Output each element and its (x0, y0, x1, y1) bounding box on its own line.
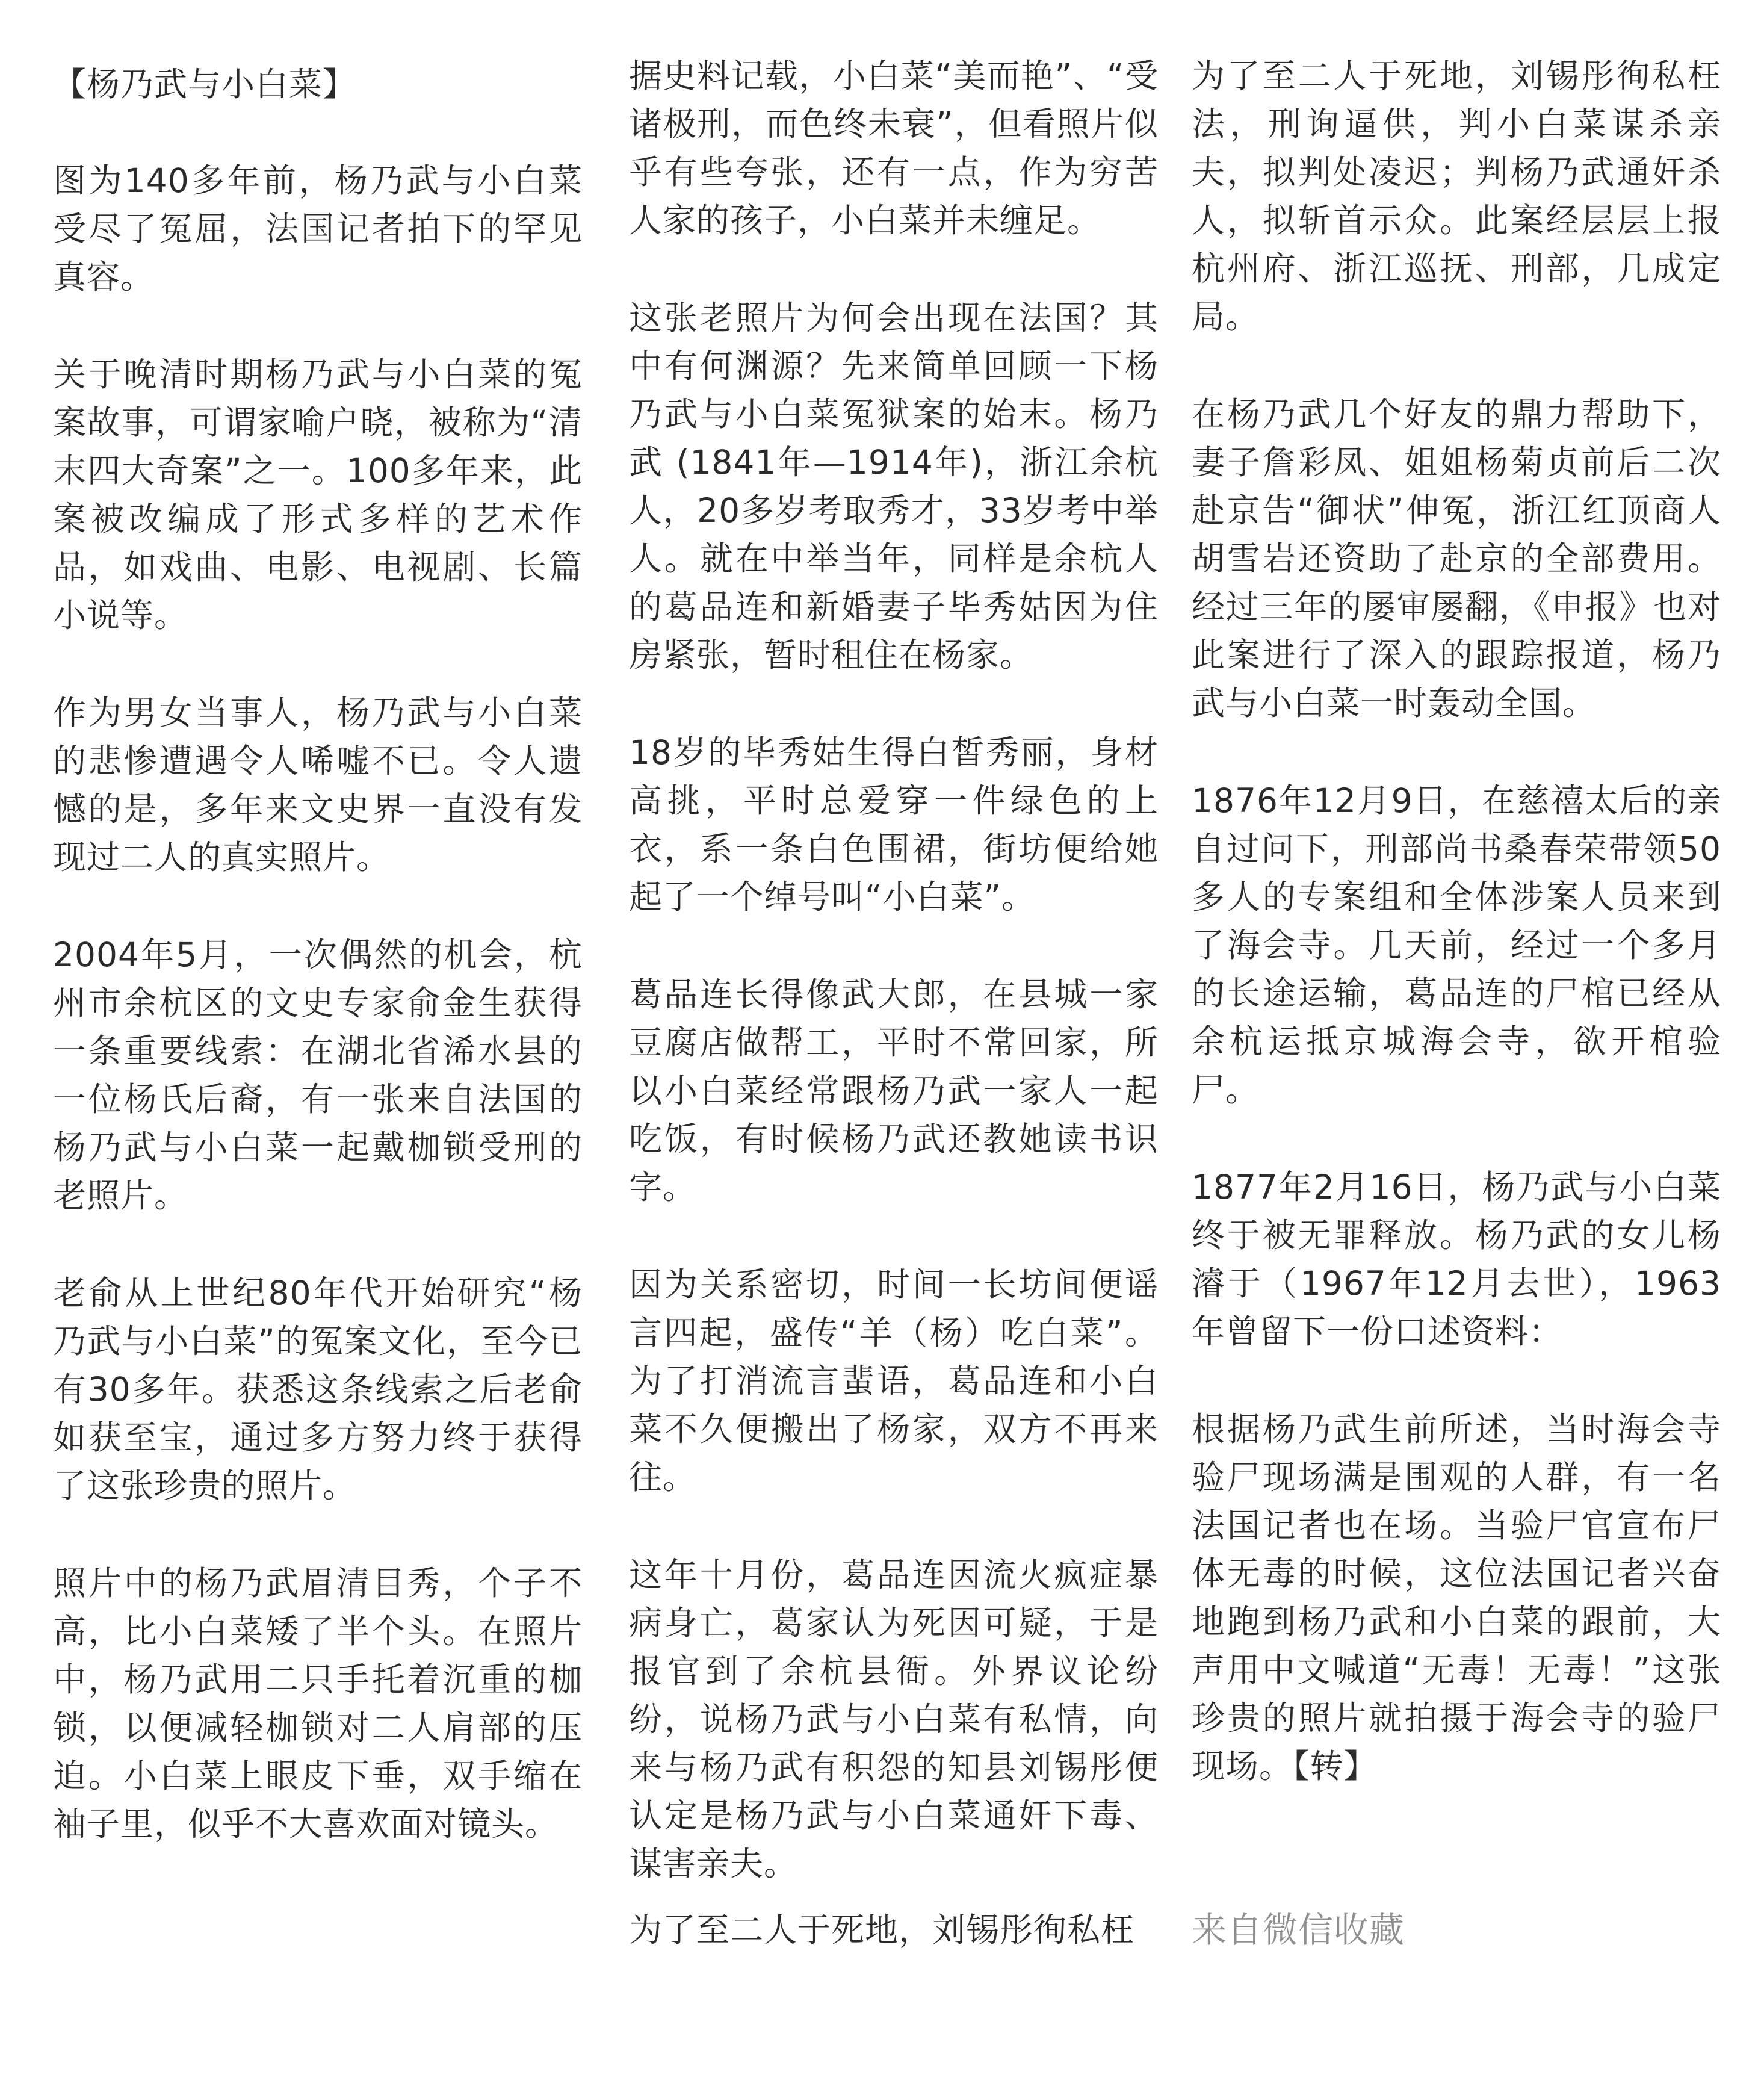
paragraph: 这张老照片为何会出现在法国？其中有何渊源？先来简单回顾一下杨乃武与小白菜冤狱案的始末。杨乃武 (1841年—1914年)，浙江余杭人，20多岁考取秀才，33岁考中举人。就在中举当年，同样是余杭人的葛品连和新婚妻子毕秀姑因为住房紧张，暂时租住在杨家。 (629, 299, 1159, 674)
paragraph: 1877年2月16日，杨乃武与小白菜终于被无罪释放。杨乃武的女儿杨濬于（1967年12月去世），1963年曾留下一份口述资料： (1192, 1168, 1721, 1351)
article-column-3 (1192, 0, 1721, 2067)
paragraph: 据史料记载，小白菜“美而艳”、“受诸极刑，而色终未衰”，但看照片似乎有些夸张，还有一点，作为穷苦人家的孩子，小白菜并未缠足。 (629, 57, 1159, 240)
paragraph: 老俞从上世纪80年代开始研究“杨乃武与小白菜”的冤案文化，至今已有30多年。获悉这条线索之后老俞如获至宝，通过多方努力终于获得了这张珍贵的照片。 (53, 1274, 583, 1505)
source-label: 来自微信收藏 (1192, 1909, 1405, 1950)
paragraph: 这年十月份，葛品连因流火疯症暴病身亡，葛家认为死因可疑，于是报官到了余杭县衙。外界议论纷纷，说杨乃武与小白菜有私情，向来与杨乃武有积怨的知县刘锡彤便认定是杨乃武与小白菜通奸下毒、谋害亲夫。 (629, 1555, 1159, 1883)
paragraph: 1876年12月9日，在慈禧太后的亲自过问下，刑部尚书桑春荣带领50多人的专案组和全体涉案人员来到了海会寺。几天前，经过一个多月的长途运输，葛品连的尸棺已经从余杭运抵京城海会寺，欲开棺验尸。 (1192, 781, 1721, 1109)
article-title: 【杨乃武与小白菜】 (53, 65, 357, 104)
paragraph: 18岁的毕秀姑生得白皙秀丽，身材高挑，平时总爱穿一件绿色的上衣，系一条白色围裙，街坊便给她起了一个绰号叫“小白菜”。 (629, 733, 1159, 916)
paragraph: 因为关系密切，时间一长坊间便谣言四起，盛传“羊（杨）吃白菜”。为了打消流言蜚语，葛品连和小白菜不久便搬出了杨家，双方不再来往。 (629, 1265, 1159, 1497)
paragraph: 根据杨乃武生前所述，当时海会寺验尸现场满是围观的人群，有一名法国记者也在场。当验尸官宣布尸体无毒的时候，这位法国记者兴奋地跑到杨乃武和小白菜的跟前，大声用中文喊道“无毒！无毒！”这张珍贵的照片就拍摄于海会寺的验尸现场。【转】 (1192, 1410, 1721, 1785)
paragraph: 2004年5月，一次偶然的机会，杭州市余杭区的文史专家俞金生获得一条重要线索：在湖北省浠水县的一位杨氏后裔，有一张来自法国的杨乃武与小白菜一起戴枷锁受刑的老照片。 (53, 935, 583, 1215)
cutoff-text: 为了至二人于死地，刘锡彤徇私枉 (629, 1911, 1135, 1949)
paragraph: 葛品连长得像武大郎，在县城一家豆腐店做帮工，平时不常回家，所以小白菜经常跟杨乃武一家人一起吃饭，有时候杨乃武还教她读书识字。 (629, 975, 1159, 1206)
article-column-2 (629, 0, 1159, 2067)
paragraph: 照片中的杨乃武眉清目秀，个子不高，比小白菜矮了半个头。在照片中，杨乃武用二只手托着沉重的枷锁，以便减轻枷锁对二人肩部的压迫。小白菜上眼皮下垂，双手缩在袖子里，似乎不大喜欢面对镜头。 (53, 1564, 583, 1843)
paragraph: 作为男女当事人，杨乃武与小白菜的悲惨遭遇令人唏嘘不已。令人遗憾的是，多年来文史界一直没有发现过二人的真实照片。 (53, 693, 583, 876)
paragraph: 图为140多年前，杨乃武与小白菜受尽了冤屈，法国记者拍下的罕见真容。 (53, 161, 583, 296)
article-column-1 (53, 0, 583, 2075)
paragraph: 关于晚清时期杨乃武与小白菜的冤案故事，可谓家喻户晓，被称为“清末四大奇案”之一。100多年来，此案被改编成了形式多样的艺术作品，如戏曲、电影、电视剧、长篇小说等。 (53, 355, 583, 634)
paragraph: 在杨乃武几个好友的鼎力帮助下，妻子詹彩凤、姐姐杨菊贞前后二次赴京告“御状”伸冤，浙江红顶商人胡雪岩还资助了赴京的全部费用。经过三年的屡审屡翻，《申报》也对此案进行了深入的跟踪报道，杨乃武与小白菜一时轰动全国。 (1192, 395, 1721, 722)
cutoff-text-line (629, 1911, 1159, 1949)
paragraph: 为了至二人于死地，刘锡彤徇私枉法，刑询逼供，判小白菜谋杀亲夫，拟判处凌迟；判杨乃武通奸杀人，拟斩首示众。此案经层层上报杭州府、浙江巡抚、刑部，几成定局。 (1192, 57, 1721, 336)
